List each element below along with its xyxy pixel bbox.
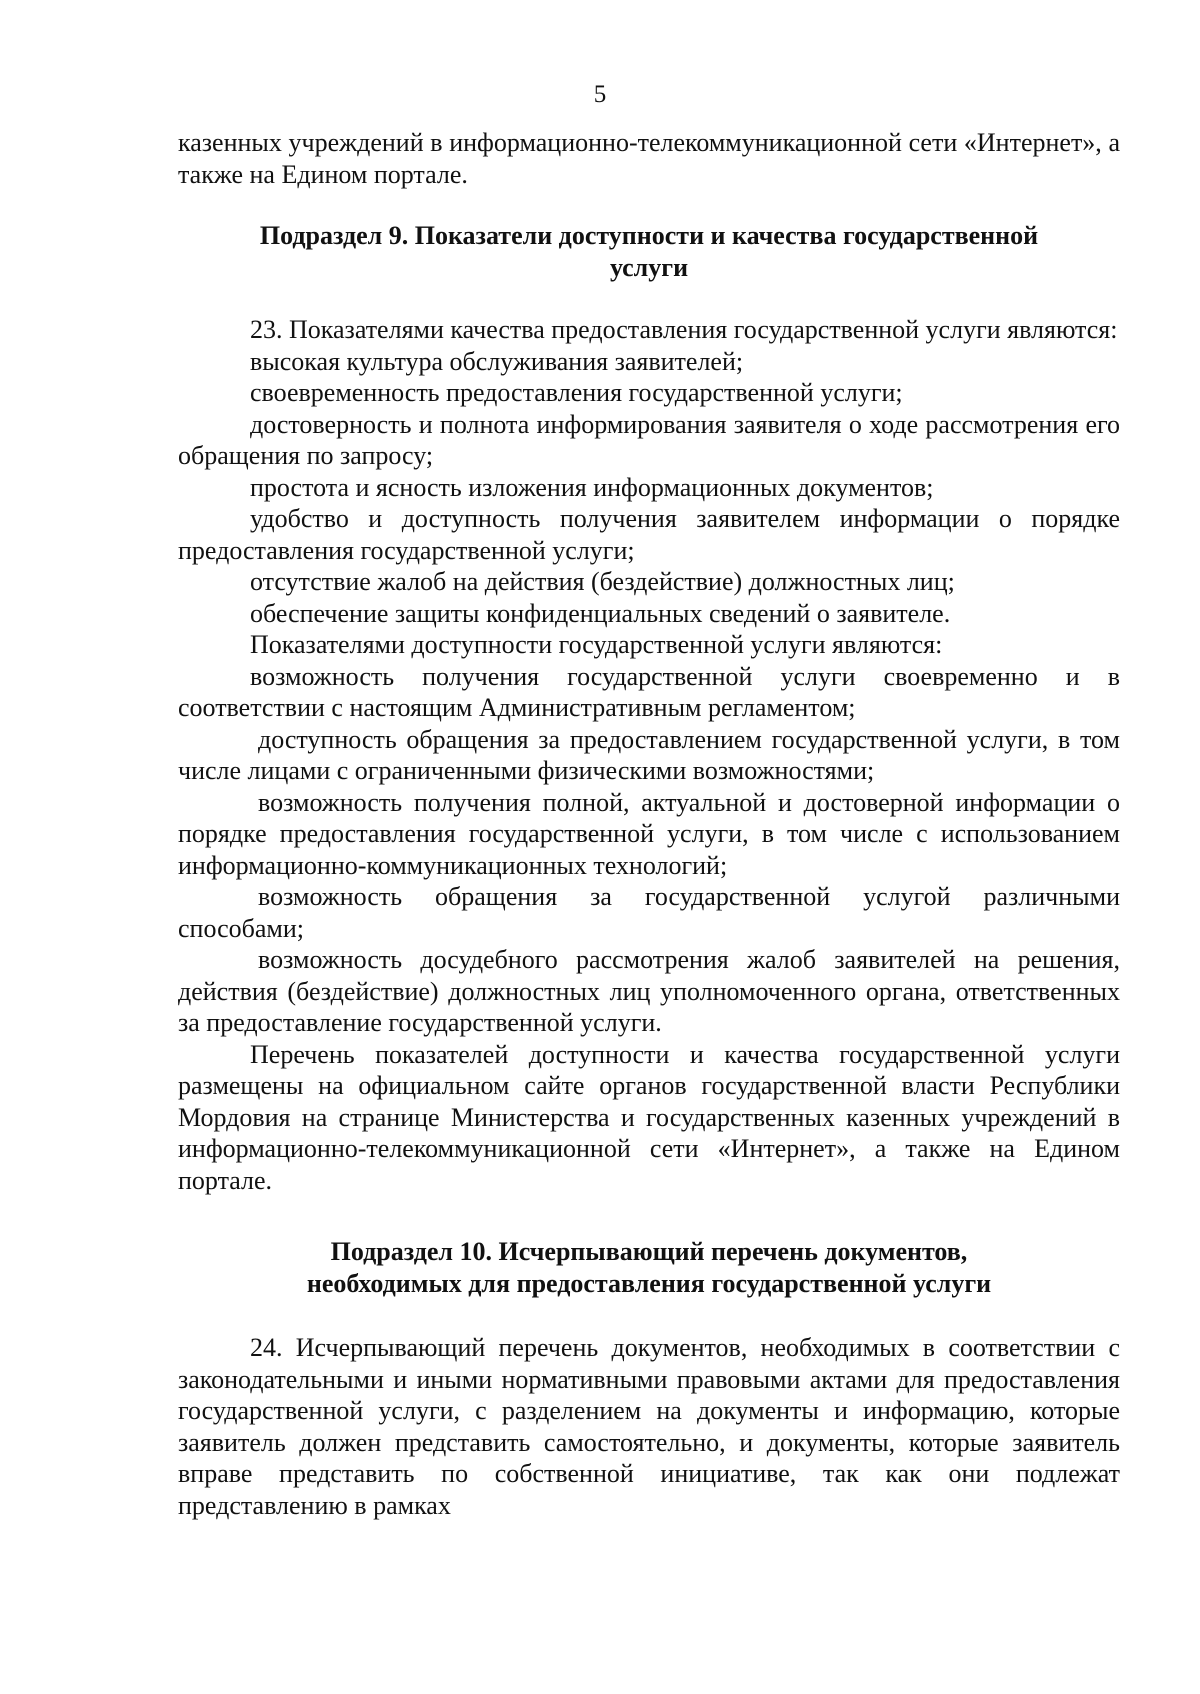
subsection-10-heading <box>178 1236 1120 1300</box>
page-number: 5 <box>593 81 607 108</box>
list-item-quality-4: простота и ясность изложения информационных документов; <box>250 472 934 502</box>
subsection-10-heading-line-1: Подраздел 10. Исчерпывающий перечень документов, <box>330 1237 968 1266</box>
intro-paragraph: казенных учреждений в информационно-телекоммуникационной сети «Интернет», а также на Едином портале. <box>178 128 1120 189</box>
list-item-quality-2: своевременность предоставления государственной услуги; <box>250 378 903 407</box>
list-item-access-5: возможность досудебного рассмотрения жалоб заявителей на решения, действия (бездействие) должностных лиц уполномоченного органа, ответственных за предоставление государственной услуги. <box>178 945 1120 1037</box>
list-item-quality-1: высокая культура обслуживания заявителей; <box>250 346 744 376</box>
list-item-quality-5: удобство и доступность получения заявителем информации о порядке предоставления государственной услуги; <box>178 504 1120 565</box>
paragraph-24: 24. Исчерпывающий перечень документов, необходимых в соответствии с законодательными и иными нормативными правовыми актами для предоставления государственной услуги, с разделением на документы и информацию, которые заявитель должен представить самостоятельно, и документы, которые заявитель вправе представить по собственной инициативе, так как они подлежат представлению в рамках <box>178 1333 1120 1520</box>
subsection-10-body <box>178 1332 1120 1521</box>
subsection-10-heading-line-2: необходимых для предоставления государственной услуги <box>306 1269 992 1298</box>
accessibility-intro: Показателями доступности государственной услуги являются: <box>250 630 943 659</box>
subsection-9-heading-line-1: Подраздел 9. Показатели доступности и качества государственной <box>259 221 1039 250</box>
subsection-9-heading <box>178 220 1120 284</box>
list-item-access-2: доступность обращения за предоставлением государственной услуги, в том числе лицами с ограниченными физическими возможностями; <box>178 724 1120 785</box>
list-item-access-4: возможность обращения за государственной услугой различными способами; <box>178 882 1120 943</box>
list-item-quality-7: обеспечение защиты конфиденциальных сведений о заявителе. <box>250 598 951 628</box>
list-item-quality-3: достоверность и полнота информирования заявителя о ходе рассмотрения его обращения по запросу; <box>178 409 1120 470</box>
paragraph-23: 23. Показателями качества предоставления государственной услуги являются: <box>250 315 1118 344</box>
subsection-9-heading-line-2: услуги <box>609 253 689 282</box>
subsection-9-body <box>178 314 1120 1196</box>
document-body <box>178 127 1120 1521</box>
list-item-access-1: возможность получения государственной услуги своевременно и в соответствии с настоящим Административным регламентом; <box>178 661 1120 722</box>
list-item-quality-6: отсутствие жалоб на действия (бездействие) должностных лиц; <box>250 567 955 596</box>
list-item-access-3: возможность получения полной, актуальной и достоверной информации о порядке предоставления государственной услуги, в том числе с использованием информационно-коммуникационных технологий; <box>178 787 1120 880</box>
indicators-publication-paragraph: Перечень показателей доступности и качества государственной услуги размещены на официальном сайте органов государственной власти Республики Мордовия на странице Министерства и государственных казенных учреждений в информационно-телекоммуникационной сети «Интернет», а также на Едином портале. <box>178 1039 1120 1195</box>
